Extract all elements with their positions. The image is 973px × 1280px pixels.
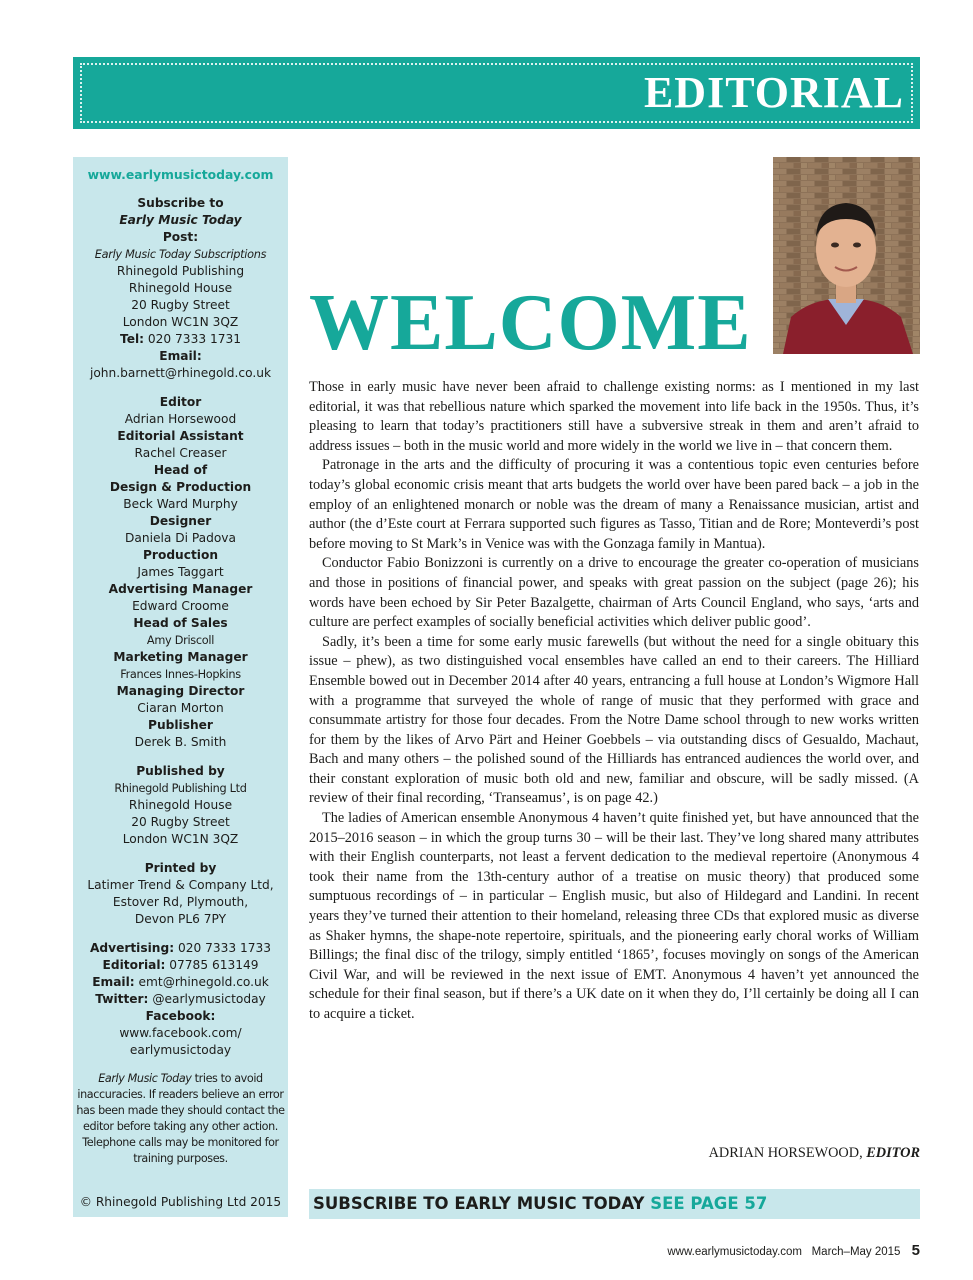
- published-label: Published by: [136, 764, 225, 778]
- article-paragraph: Those in early music have never been afraid to challenge existing norms: as I mentioned in my last editorial, it was that rebellious nature which sparked the movement into life back in the 1950s. Thus, it’s pleasing to learn that today’s practitioners still have a subversive streak in them and aren’t afraid to address issues – both in the music world and more widely in the world we live in – that concern them.: [309, 379, 919, 454]
- disclaimer: [73, 1071, 288, 1167]
- editorial-line: [73, 957, 288, 974]
- subscribe-page-ref[interactable]: SEE PAGE 57: [650, 1194, 768, 1213]
- staff-name: Ciaran Morton: [137, 701, 224, 715]
- staff-name: Daniela Di Padova: [125, 531, 236, 545]
- footer-url[interactable]: www.earlymusictoday.com: [667, 1246, 802, 1258]
- subscribe-email[interactable]: john.barnett@rhinegold.co.uk: [89, 366, 272, 380]
- section-title: EDITORIAL: [643, 68, 904, 117]
- signature-role: EDITOR: [866, 1145, 920, 1161]
- published-line: Rhinegold Publishing Ltd: [114, 782, 247, 795]
- staff-role: Production: [143, 548, 218, 562]
- copyright: © Rhinegold Publishing Ltd 2015: [79, 1195, 282, 1209]
- address-line: Rhinegold House: [128, 281, 233, 295]
- contact-email-label: Email:: [92, 975, 135, 989]
- page-footer: [667, 1242, 920, 1259]
- magazine-name: Early Music Today: [119, 213, 242, 227]
- tel-line: [73, 331, 288, 348]
- tel-value: 020 7333 1731: [147, 332, 241, 346]
- advertising-label: Advertising:: [89, 941, 175, 955]
- facebook-label: Facebook:: [145, 1009, 216, 1023]
- published-line: Rhinegold House: [128, 798, 233, 812]
- twitter-handle[interactable]: @earlymusictoday: [152, 992, 266, 1006]
- staff-list: [73, 394, 288, 751]
- masthead-sidebar: [73, 157, 288, 1217]
- editorial-label: Editorial:: [102, 958, 166, 972]
- editor-portrait-image: [773, 157, 920, 354]
- subscribe-lead: SUBSCRIBE TO EARLY MUSIC TODAY: [313, 1194, 645, 1213]
- address-line: Rhinegold Publishing: [116, 264, 245, 278]
- article-paragraph: Conductor Fabio Bonizzoni is currently on a drive to encourage the greater co-operation of musicians and those in positions of financial power, and speaks with great passion on the subject (page 26); his words have been echoed by Sir Peter Bazalgette, chairman of Arts Council England, who says, ‘arts and culture are perfect examples of socially beneficial activities which deliver public good’.: [309, 555, 919, 631]
- article-paragraph: The ladies of American ensemble Anonymous 4 haven’t quite finished yet, but have announced that the 2015–2016 season – in which the group turns 30 – will be their last. They’ve long shared many attributes with their English counterparts, not least a fervent dedication to the medieval repertoire (Anonymous 4 took their name from the 13th-century author of a treatise on music theory) that produced some sumptuous recordings of – in particular – English music, but also of Hildegard and Landini. In recent years they’ve turned their attention to their homeland, releasing three CDs that explored music as diverse as Shaker hymns, the shape-note repertoire, spirituals, and the pioneering early choral works of William Billings; the final disc of the trilogy, simply entitled ‘1865’, focuses movingly on songs of the American Civil War, and will be reviewed in the next issue of EMT. Anonymous 4 haven’t yet announced the schedule for their final season, but if there’s a UK date on it when they do, I’ll certainly be doing all I can to acquire a ticket.: [309, 810, 919, 1022]
- staff-name: James Taggart: [137, 565, 224, 579]
- subscribe-bar[interactable]: [309, 1189, 920, 1219]
- section-banner: [73, 57, 920, 129]
- contact-info: [73, 940, 288, 1059]
- staff-name: Derek B. Smith: [134, 735, 227, 749]
- printed-by: [73, 860, 288, 928]
- disclaimer-text: tries to avoid inaccuracies. If readers believe an error has been made they should contact the editor before taking any other action. Telephone calls may be monitored for training purposes.: [76, 1072, 285, 1165]
- staff-name: Rachel Creaser: [134, 446, 227, 460]
- published-line: 20 Rugby Street: [131, 815, 230, 829]
- editor-signature: [709, 1145, 920, 1162]
- tel-label: Tel:: [120, 332, 145, 346]
- address-line: London WC1N 3QZ: [122, 315, 239, 329]
- staff-name: Adrian Horsewood: [124, 412, 237, 426]
- published-by: [73, 763, 288, 848]
- printed-line: Latimer Trend & Company Ltd,: [87, 878, 274, 892]
- right-eye: [853, 243, 861, 248]
- post-label: Post:: [162, 230, 199, 244]
- advertising-line: [73, 940, 288, 957]
- contact-email[interactable]: emt@rhinegold.co.uk: [138, 975, 269, 989]
- twitter-label: Twitter:: [95, 992, 149, 1006]
- staff-name: Frances Innes-Hopkins: [120, 668, 241, 681]
- article-body: [309, 378, 919, 1025]
- subscribe-heading: Subscribe to: [137, 196, 224, 210]
- staff-name: Amy Driscoll: [146, 634, 215, 647]
- staff-role: Editorial Assistant: [117, 429, 244, 443]
- staff-role: Designer: [149, 514, 212, 528]
- facebook-url-1[interactable]: www.facebook.com/: [119, 1026, 242, 1040]
- advertising-phone: 020 7333 1733: [177, 941, 271, 955]
- staff-role: Publisher: [148, 718, 213, 732]
- signature-name: ADRIAN HORSEWOOD,: [708, 1145, 867, 1161]
- article-paragraph: Patronage in the arts and the difficulty of procuring it was a contentious topic even centuries before today’s global economic crisis meant that arts budgets the world over have been pared back – a job in the employ of an enlightened monarch or noble was the dream of many a Renaissance musician, artist and author (the d’Este court at Ferrara supported such figures as Tasso, Titian and de Rore; Monteverdi’s post before moving to St Mark’s in Venice was with the Gonzaga family in Mantua).: [309, 457, 919, 552]
- page-number: 5: [911, 1242, 920, 1259]
- printed-line: Devon PL6 7PY: [134, 912, 227, 926]
- address-line: 20 Rugby Street: [131, 298, 230, 312]
- article-paragraph: Sadly, it’s been a time for some early music farewells (but without the need for a single obituary this issue – phew), as two distinguished vocal ensembles have called an end to their careers. The Hilliard Ensemble bowed out in December 2014 after 40 years, entrancing a full house at London’s Wigmore Hall with a programme that surveyed the whole of range of music that they performed with grace and consummate artistry for those four decades. From the Notre Dame school through to new works written for them by the likes of Arvo Pärt and Heiner Goebbels – via outstanding discs of Gesualdo, Machaut, Bach and many others – the polished sound of the Hilliards has entranced audiences the world over, and their constant exploration of music both old and new, familiar and obscure, will be sadly missed. (A review of their final recording, ‘Transeamus’, is on page 42.): [309, 633, 919, 807]
- sidebar-website-link[interactable]: www.earlymusictoday.com: [87, 167, 274, 182]
- email-label: Email:: [159, 349, 202, 363]
- staff-role: Head of: [153, 463, 208, 477]
- staff-role: Design & Production: [109, 480, 252, 494]
- disclaimer-magazine: Early Music Today: [98, 1072, 192, 1085]
- staff-role: Editor: [159, 395, 202, 409]
- footer-date: March–May 2015: [811, 1246, 901, 1258]
- staff-role: Managing Director: [116, 684, 245, 698]
- printed-label: Printed by: [144, 861, 217, 875]
- twitter-line: [73, 991, 288, 1008]
- staff-name: Beck Ward Murphy: [123, 497, 238, 511]
- staff-role: Advertising Manager: [108, 582, 253, 596]
- printed-line: Estover Rd, Plymouth,: [112, 895, 249, 909]
- staff-name: Edward Croome: [132, 599, 229, 613]
- email-line: [73, 974, 288, 991]
- left-eye: [831, 243, 839, 248]
- published-line: London WC1N 3QZ: [122, 832, 239, 846]
- editor-photo: [773, 157, 920, 354]
- staff-role: Marketing Manager: [113, 650, 248, 664]
- staff-role: Head of Sales: [133, 616, 228, 630]
- facebook-url-2[interactable]: earlymusictoday: [129, 1043, 232, 1057]
- editorial-phone: 07785 613149: [169, 958, 259, 972]
- article-headline: WELCOME: [309, 279, 752, 367]
- address-name: Early Music Today Subscriptions: [94, 248, 267, 261]
- subscribe-info: [73, 195, 288, 382]
